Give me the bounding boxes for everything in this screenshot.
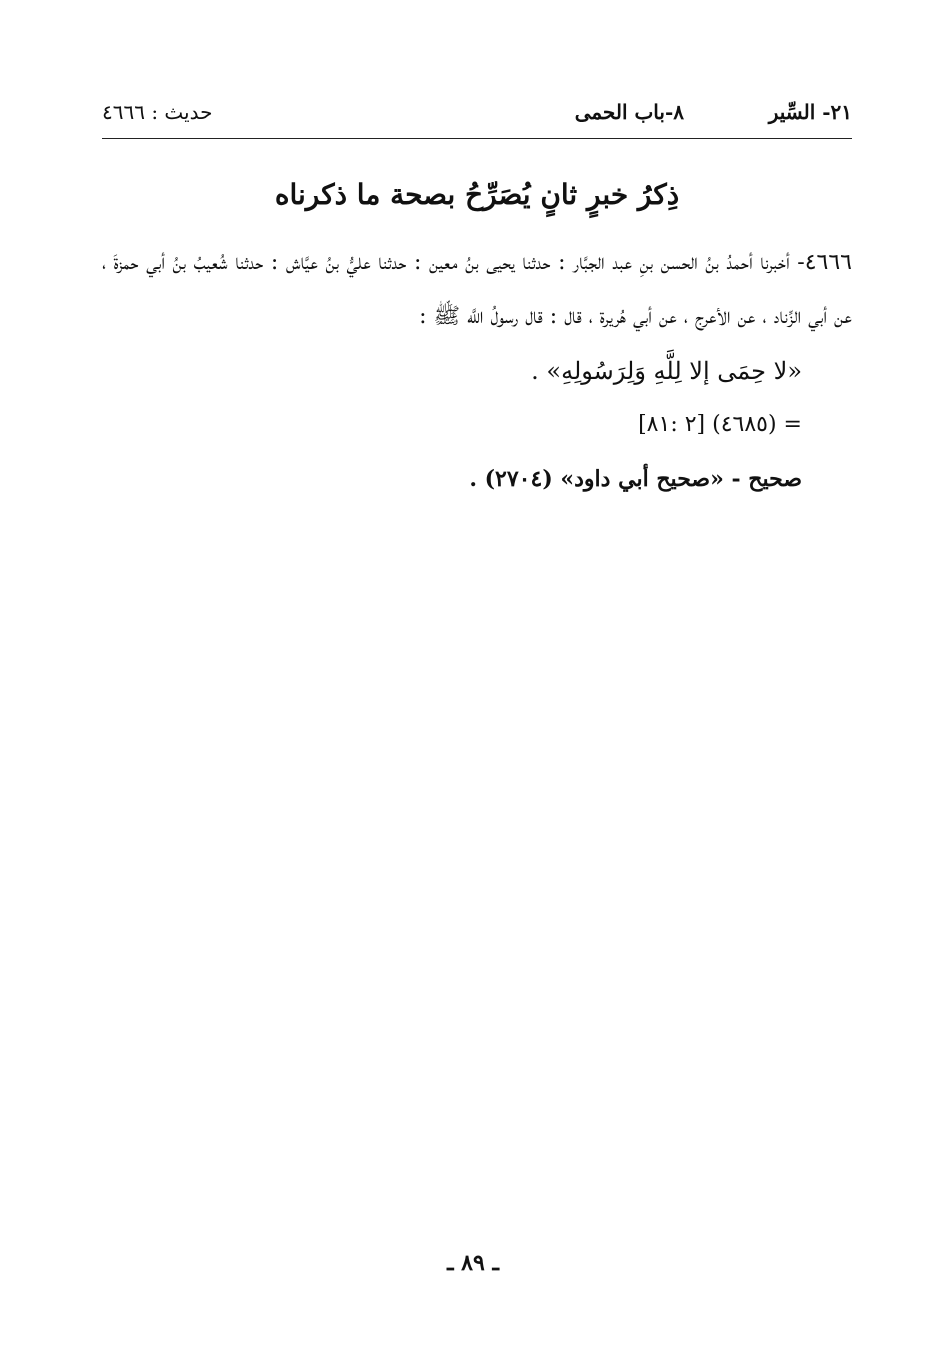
- cross-reference-text: = (٤٦٨٥) [٢ :٨١]: [638, 412, 802, 437]
- page-number: ـ ٨٩ ـ: [447, 1250, 499, 1276]
- hadith-body: [102, 236, 852, 506]
- hadith-grading: صحيح - «صحيح أبي داود» (٢٧٠٤) .: [469, 466, 802, 492]
- running-header: [102, 100, 852, 130]
- cross-reference: [52, 398, 802, 452]
- header-divider: [102, 138, 852, 139]
- header-book-title: ٢١- السِّير: [768, 100, 852, 124]
- header-chapter-title: ٨-باب الحمى: [574, 100, 684, 124]
- section-title: ذِكرُ خبرٍ ثانٍ يُصَرِّحُ بصحة ما ذكرناه: [274, 178, 680, 211]
- prophetic-saying: «لا حِمَى إلا لِلَّهِ وَلِرَسُولِهِ» .: [531, 357, 802, 385]
- hadith-chain-text: ٤٦٦٦- أخبرنا أحمدُ بنُ الحسن بنِ عبد الجبَّار : حدثنا يحيى بنُ معين : حدثنا عليُّ بنُ عيَّاش : حدثنا شُعيبُ بنُ أبي حمزةَ ، عن أبي الزِّناد ، عن الأعرج ، عن أبي هُريرة ، قال : قال رسولُ اللَّه ﷺ :: [102, 250, 852, 329]
- header-hadith-reference: حديث : ٤٦٦٦: [102, 100, 213, 124]
